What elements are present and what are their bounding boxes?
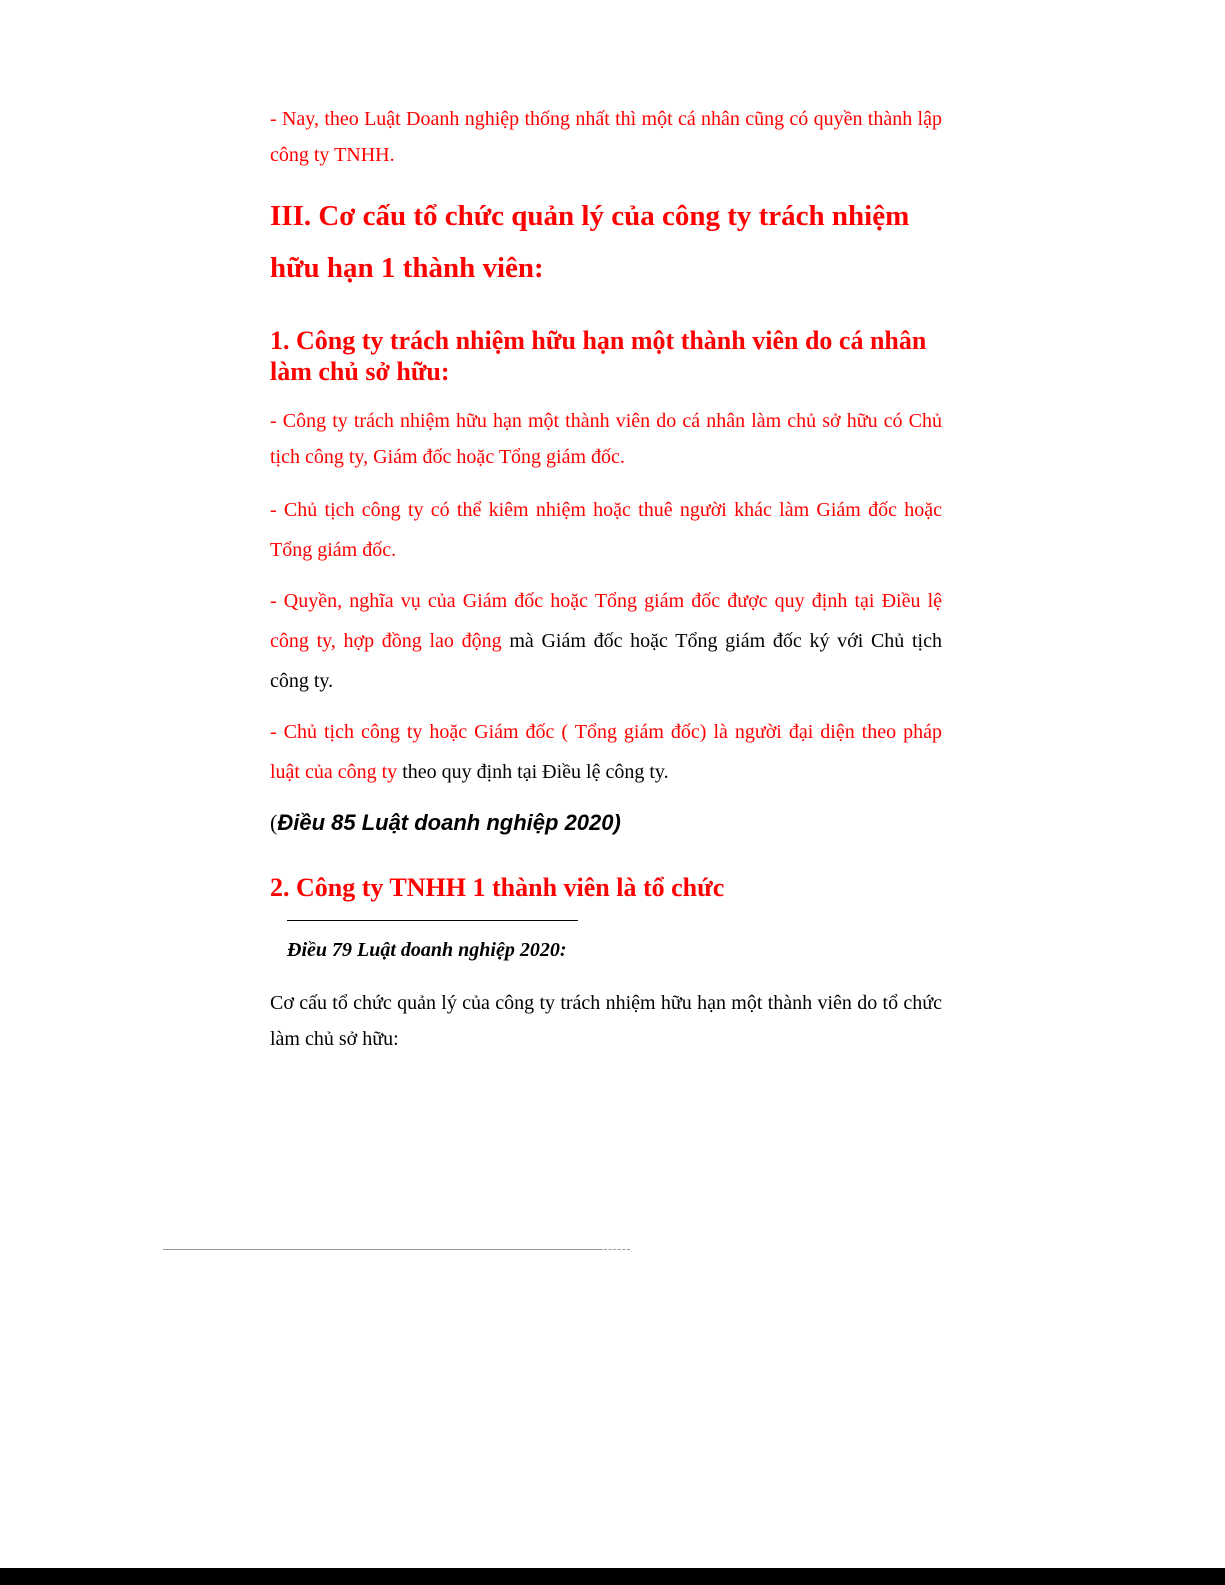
paragraph-3-red-text: - Quyền, nghĩa vụ của Giám đốc hoặc Tổng giám đốc được quy định tại Điều lệ công ty, hợp đồng lao động (270, 590, 942, 652)
bottom-edge-bar (0, 1568, 1225, 1585)
subsection-1-paragraph-4 (270, 712, 942, 792)
closing-paragraph: Cơ cấu tổ chức quản lý của công ty trách nhiệm hữu hạn một thành viên do tổ chức làm chủ sở hữu: (270, 992, 942, 1050)
subsection-1-paragraph-2: - Chủ tịch công ty có thể kiêm nhiệm hoặc thuê người khác làm Giám đốc hoặc Tổng giám đốc. (270, 499, 942, 561)
footnote-separator (287, 920, 578, 921)
page-break-rule-dashed (604, 1249, 630, 1250)
footnote-text: Điều 79 Luật doanh nghiệp 2020: (287, 939, 567, 961)
section-heading: III. Cơ cấu tổ chức quản lý của công ty trách nhiệm hữu hạn 1 thành viên: (270, 200, 910, 284)
subsection-1-paragraph-3 (270, 581, 942, 701)
citation-open-paren: ( (270, 810, 278, 835)
subsection-2-heading: 2. Công ty TNHH 1 thành viên là tổ chức (270, 873, 725, 902)
subsection-1-heading: 1. Công ty trách nhiệm hữu hạn một thành viên do cá nhân làm chủ sở hữu: (270, 326, 927, 386)
intro-paragraph: - Nay, theo Luật Doanh nghiệp thống nhất thì một cá nhân cũng có quyền thành lập công ty TNHH. (270, 108, 942, 166)
legal-citation (270, 808, 942, 838)
paragraph-4-red-text: - Chủ tịch công ty hoặc Giám đốc ( Tổng giám đốc) là người đại diện theo pháp luật của công ty (270, 721, 942, 783)
page-break-rule (163, 1249, 603, 1250)
subsection-1-paragraph-1: - Công ty trách nhiệm hữu hạn một thành viên do cá nhân làm chủ sở hữu có Chủ tịch công ty, Giám đốc hoặc Tổng giám đốc. (270, 410, 942, 468)
paragraph-3-black-text: mà Giám đốc hoặc Tổng giám đốc ký với Chủ tịch công ty. (270, 630, 942, 692)
paragraph-4-black-text: theo quy định tại Điều lệ công ty. (397, 761, 669, 783)
citation-body: Điều 85 Luật doanh nghiệp 2020) (277, 810, 621, 835)
